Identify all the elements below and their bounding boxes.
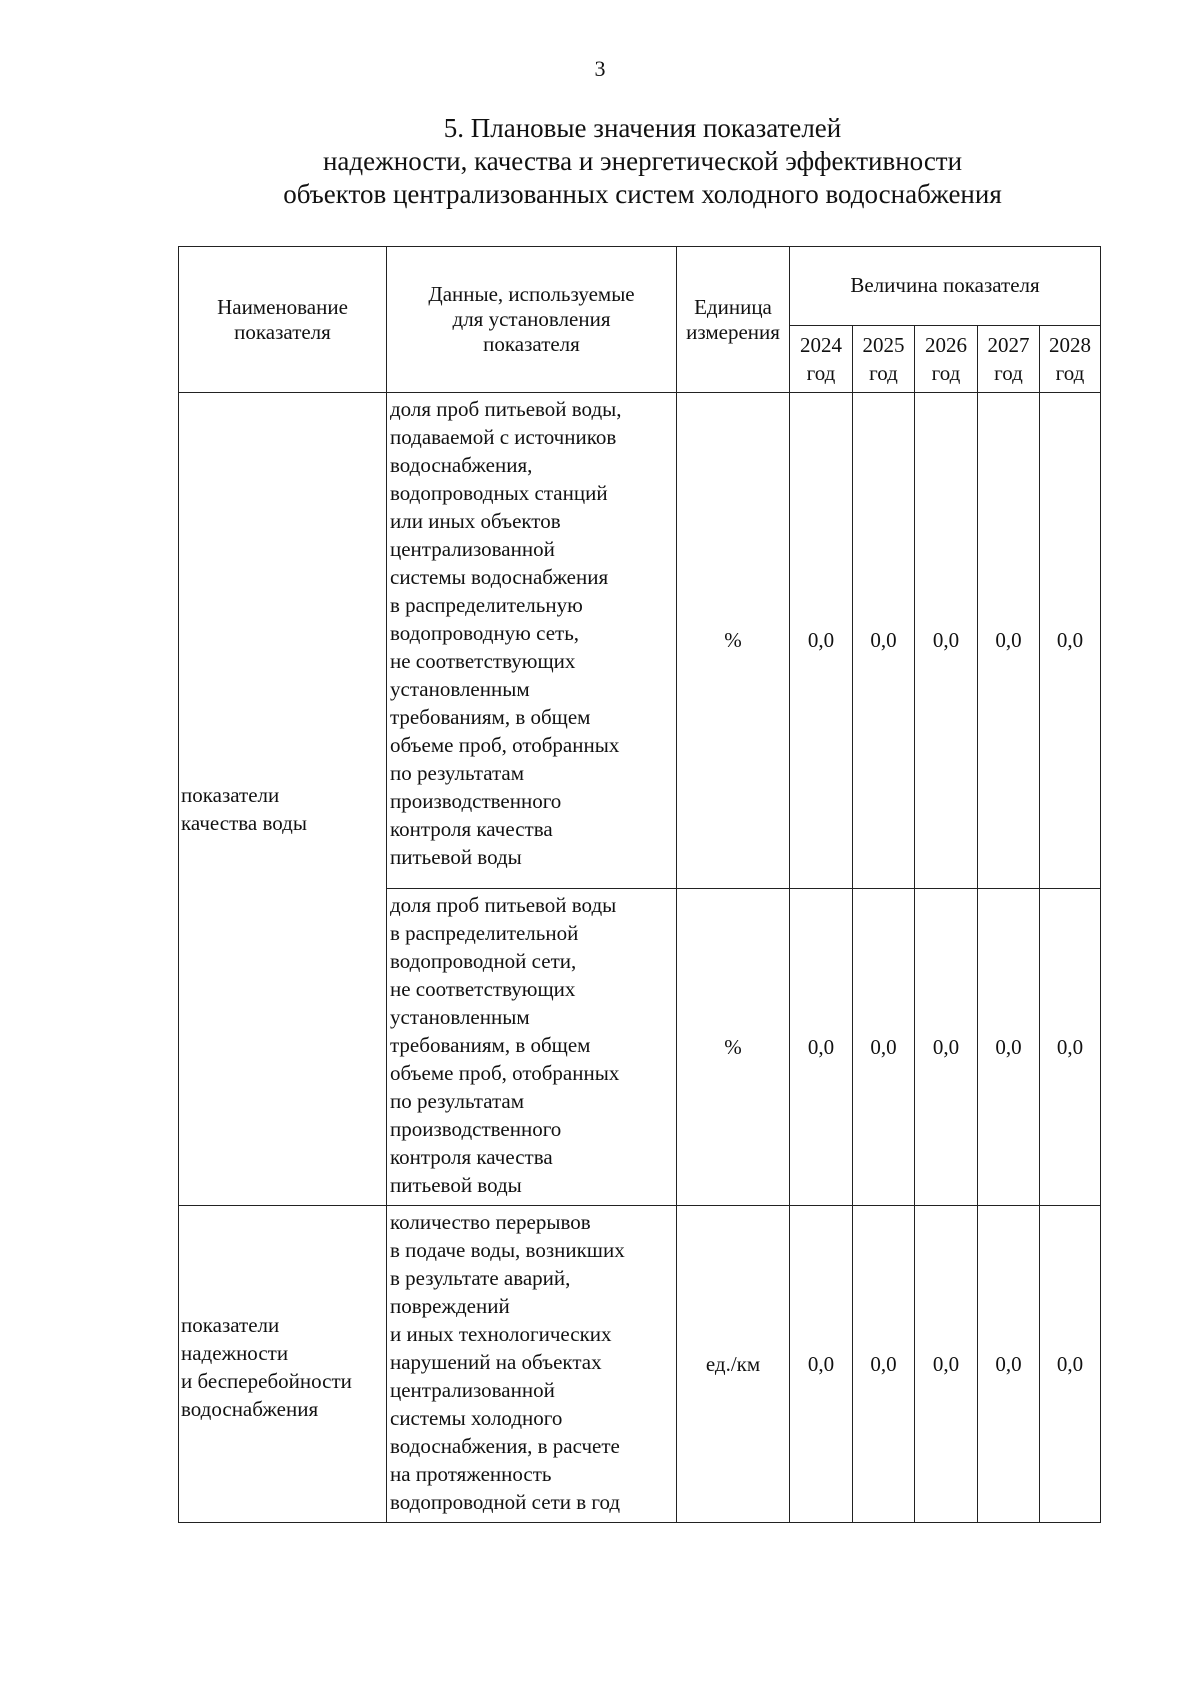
data-line: доля проб питьевой воды bbox=[390, 893, 617, 917]
indicator-name-water-quality bbox=[179, 393, 387, 1206]
value-2026: 0,0 bbox=[915, 393, 978, 889]
data-line: требованиям, в общем bbox=[390, 705, 591, 729]
header-line: Наименование bbox=[217, 294, 348, 319]
header-year-2024 bbox=[790, 326, 853, 393]
data-line: подаваемой с источников bbox=[390, 425, 617, 449]
header-line: Данные, используемые bbox=[428, 282, 635, 306]
year-number: 2027 bbox=[987, 333, 1030, 357]
year-unit: год bbox=[1055, 361, 1085, 385]
data-line: не соответствующих bbox=[390, 977, 576, 1001]
data-line: централизованной bbox=[390, 1378, 555, 1402]
data-line: нарушений на объектах bbox=[390, 1350, 602, 1374]
unit-cell: % bbox=[677, 889, 790, 1206]
data-line: в распределительной bbox=[390, 921, 579, 945]
data-line: централизованной bbox=[390, 537, 555, 561]
value-2028: 0,0 bbox=[1040, 1206, 1101, 1523]
data-line: водопроводную сеть, bbox=[390, 621, 580, 645]
year-unit: год bbox=[931, 361, 961, 385]
value-2026: 0,0 bbox=[915, 889, 978, 1206]
data-line: объеме проб, отобранных bbox=[390, 733, 620, 757]
name-line: качества воды bbox=[181, 811, 307, 835]
year-number: 2028 bbox=[1049, 333, 1091, 357]
table-row bbox=[179, 1206, 1101, 1523]
data-line: повреждений bbox=[390, 1294, 510, 1318]
source-data-cell bbox=[387, 393, 677, 889]
value-2027: 0,0 bbox=[978, 1206, 1040, 1523]
header-year-2027 bbox=[978, 326, 1040, 393]
header-line: показателя bbox=[234, 319, 331, 344]
value-2025: 0,0 bbox=[853, 1206, 915, 1523]
data-line: водоснабжения, в расчете bbox=[390, 1434, 620, 1458]
data-line: по результатам bbox=[390, 1089, 525, 1113]
data-line: в подаче воды, возникших bbox=[390, 1238, 625, 1262]
value-2024: 0,0 bbox=[790, 393, 853, 889]
name-line: надежности bbox=[181, 1341, 289, 1365]
name-line: и бесперебойности bbox=[181, 1369, 352, 1393]
data-line: количество перерывов bbox=[390, 1210, 591, 1234]
data-line: доля проб питьевой воды, bbox=[390, 397, 622, 421]
year-unit: год bbox=[994, 361, 1023, 385]
indicator-name-reliability bbox=[179, 1206, 387, 1523]
data-line: производственного bbox=[390, 1117, 562, 1141]
name-line: показатели bbox=[181, 783, 280, 807]
header-year-2026 bbox=[915, 326, 978, 393]
year-number: 2026 bbox=[925, 333, 967, 357]
header-line: показателя bbox=[483, 332, 580, 356]
data-line: на протяженность bbox=[390, 1462, 552, 1486]
page-number: 3 bbox=[594, 56, 606, 81]
year-number: 2024 bbox=[800, 333, 842, 357]
data-line: или иных объектов bbox=[390, 509, 561, 533]
data-line: и иных технологических bbox=[390, 1322, 612, 1346]
header-line: Единица bbox=[694, 294, 772, 319]
data-line: установленным bbox=[390, 1005, 530, 1029]
value-2025: 0,0 bbox=[853, 393, 915, 889]
title-line: надежности, качества и энергетической эффективности bbox=[322, 146, 963, 176]
header-indicator-name bbox=[179, 247, 387, 393]
value-2024: 0,0 bbox=[790, 889, 853, 1206]
data-line: производственного bbox=[390, 789, 562, 813]
source-data-cell bbox=[387, 889, 677, 1206]
indicators-table bbox=[178, 246, 1101, 1523]
data-line: установленным bbox=[390, 677, 530, 701]
section-title bbox=[200, 112, 1085, 211]
data-line: в результате аварий, bbox=[390, 1266, 571, 1290]
name-line: показатели bbox=[181, 1313, 280, 1337]
header-line: для установления bbox=[452, 307, 611, 331]
year-number: 2025 bbox=[862, 333, 905, 357]
header-value: Величина показателя bbox=[790, 247, 1101, 326]
data-line: водопроводной сети в год bbox=[390, 1490, 621, 1514]
value-2027: 0,0 bbox=[978, 393, 1040, 889]
value-2027: 0,0 bbox=[978, 889, 1040, 1206]
header-year-2025 bbox=[853, 326, 915, 393]
value-2028: 0,0 bbox=[1040, 393, 1101, 889]
data-line: системы водоснабжения bbox=[390, 565, 609, 589]
data-line: требованиям, в общем bbox=[390, 1033, 591, 1057]
value-2028: 0,0 bbox=[1040, 889, 1101, 1206]
data-line: в распределительную bbox=[390, 593, 583, 617]
unit-cell: ед./км bbox=[677, 1206, 790, 1523]
header-line: измерения bbox=[686, 319, 780, 344]
data-line: контроля качества bbox=[390, 817, 553, 841]
data-line: объеме проб, отобранных bbox=[390, 1061, 620, 1085]
table-row bbox=[179, 393, 1101, 889]
unit-cell: % bbox=[677, 393, 790, 889]
header-year-2028 bbox=[1040, 326, 1101, 393]
source-data-cell bbox=[387, 1206, 677, 1523]
year-unit: год bbox=[806, 361, 836, 385]
data-line: водопроводных станций bbox=[390, 481, 608, 505]
data-line: системы холодного bbox=[390, 1406, 563, 1430]
value-2024: 0,0 bbox=[790, 1206, 853, 1523]
data-line: водоснабжения, bbox=[390, 453, 533, 477]
data-line: контроля качества bbox=[390, 1145, 553, 1169]
header-unit bbox=[677, 247, 790, 393]
data-line: питьевой воды bbox=[390, 1173, 522, 1197]
data-line: питьевой воды bbox=[390, 845, 522, 869]
title-line: 5. Плановые значения показателей bbox=[443, 113, 842, 143]
year-unit: год bbox=[869, 361, 898, 385]
header-source-data bbox=[387, 247, 677, 393]
value-2025: 0,0 bbox=[853, 889, 915, 1206]
data-line: не соответствующих bbox=[390, 649, 576, 673]
data-line: по результатам bbox=[390, 761, 525, 785]
title-line: объектов централизованных систем холодного водоснабжения bbox=[283, 179, 1002, 209]
data-line: водопроводной сети, bbox=[390, 949, 577, 973]
value-2026: 0,0 bbox=[915, 1206, 978, 1523]
name-line: водоснабжения bbox=[181, 1397, 319, 1421]
